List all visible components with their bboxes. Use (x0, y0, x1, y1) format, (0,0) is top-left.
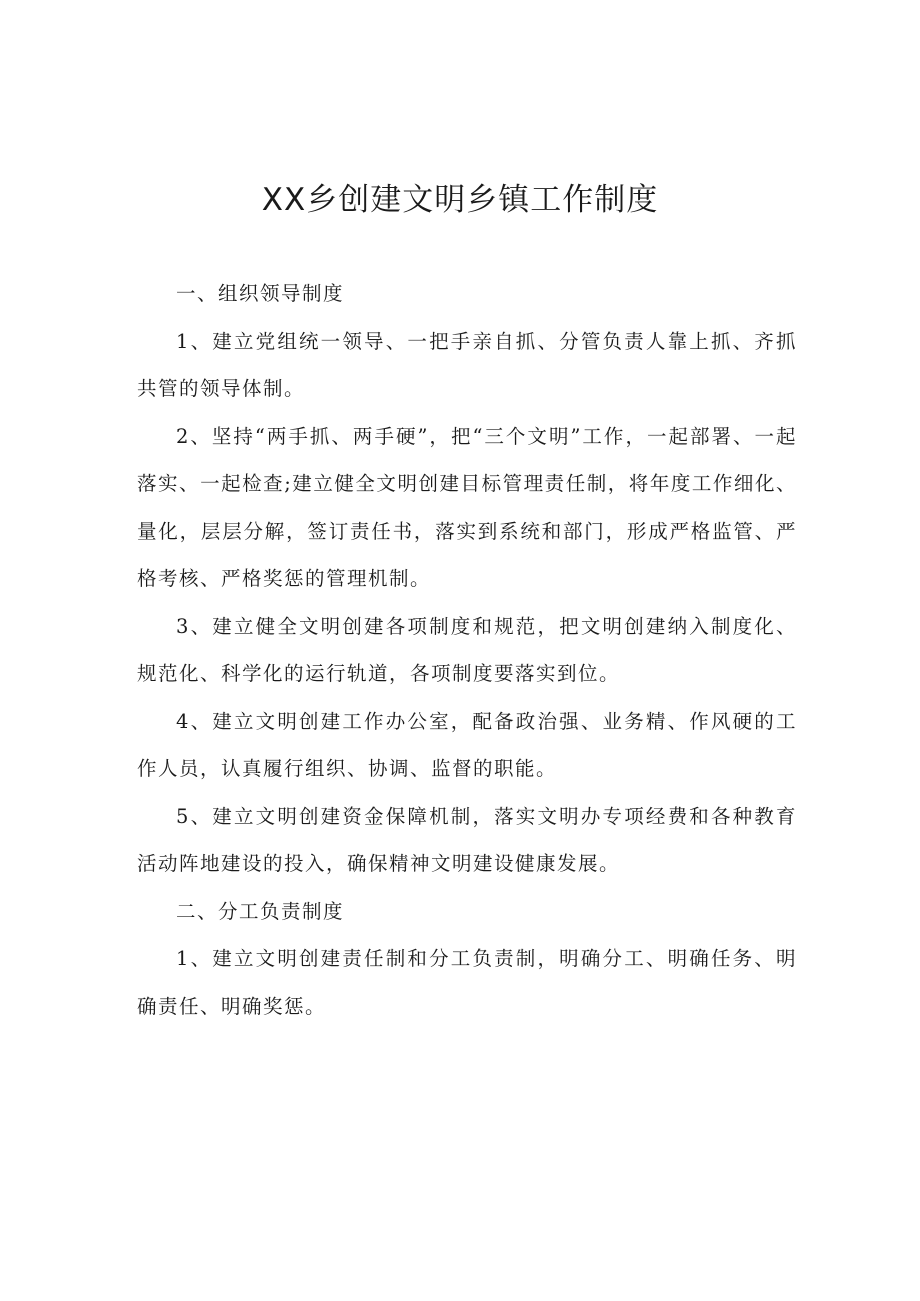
section-1-item-1: 1、建立党组统一领导、一把手亲自抓、分管负责人靠上抓、齐抓共管的领导体制。 (137, 329, 797, 400)
section-heading-2: 二、分工负责制度 (176, 899, 345, 923)
section-1-item-4: 4、建立文明创建工作办公室，配备政治强、业务精、作风硬的工作人员，认真履行组织、协调、监督的职能。 (137, 709, 797, 780)
document-body (137, 270, 797, 1030)
section-1-item-5: 5、建立文明创建资金保障机制，落实文明办专项经费和各种教育活动阵地建设的投入，确保精神文明建设健康发展。 (137, 804, 797, 875)
section-heading-1: 一、组织领导制度 (176, 282, 345, 305)
document-title: XX乡创建文明乡镇工作制度 (261, 182, 659, 218)
section-2-item-1: 1、建立文明创建责任制和分工负责制，明确分工、明确任务、明确责任、明确奖惩。 (137, 947, 797, 1018)
section-1-item-3: 3、建立健全文明创建各项制度和规范，把文明创建纳入制度化、规范化、科学化的运行轨道，各项制度要落实到位。 (137, 614, 797, 685)
section-1-item-2: 2、坚持“两手抓、两手硬”，把“三个文明”工作，一起部署、一起落实、一起检查;建立健全文明创建目标管理责任制，将年度工作细化、量化，层层分解，签订责任书，落实到系统和部门，形成严格监管、严格考核、严格奖惩的管理机制。 (137, 424, 797, 590)
